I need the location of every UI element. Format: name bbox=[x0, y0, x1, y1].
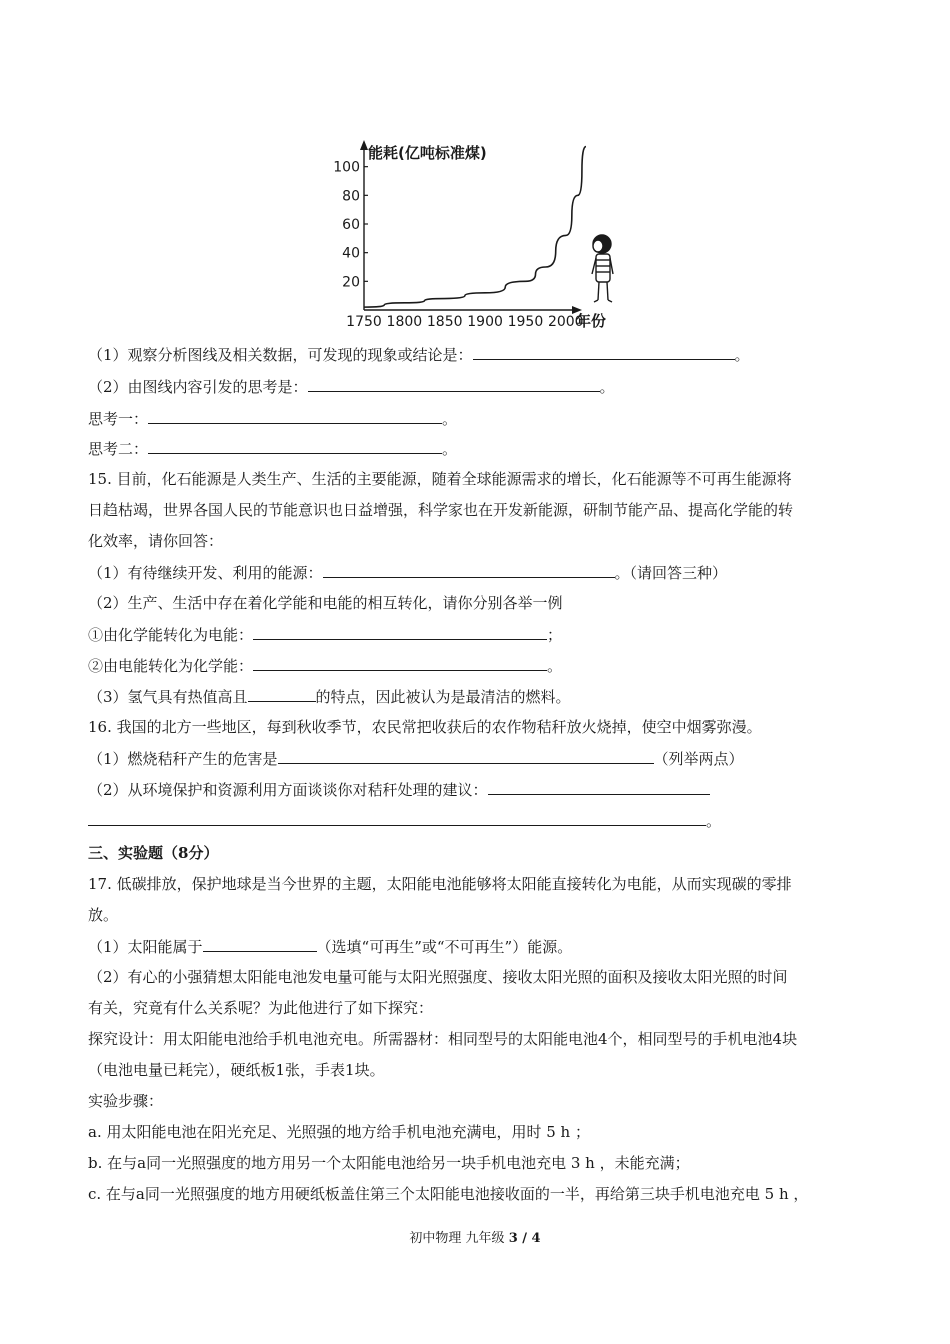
answer-blank[interactable] bbox=[488, 779, 710, 795]
answer-blank[interactable] bbox=[203, 936, 317, 952]
y-tick-label: 100 bbox=[333, 159, 360, 176]
y-tick-label: 40 bbox=[342, 245, 360, 262]
x-axis-ticks bbox=[346, 314, 583, 330]
section-3-title: 三、实验题（8分） bbox=[88, 844, 219, 862]
answer-blank[interactable] bbox=[148, 438, 442, 454]
q14-part2-text: （2）由图线内容引发的思考是： bbox=[88, 378, 308, 396]
q17-step-a: a. 用太阳能电池在阳光充足、光照强的地方给手机电池充满电，用时 5 h ； bbox=[88, 1123, 590, 1141]
y-tick-label: 60 bbox=[342, 217, 360, 233]
energy-curve bbox=[364, 147, 586, 308]
q17-design-line2: （电池电量已耗完），硬纸板1张，手表1块。 bbox=[88, 1061, 385, 1079]
semicolon: ； bbox=[547, 626, 563, 644]
q17-step-b: b. 在与a同一光照强度的地方用另一个太阳能电池给另一块手机电池充电 3 h ，未能充满； bbox=[88, 1154, 690, 1172]
q15-part2-a bbox=[88, 624, 562, 645]
x-tick-label: 1850 bbox=[426, 314, 463, 330]
answer-blank[interactable] bbox=[253, 624, 547, 640]
q17-step-c: c. 在与a同一光照强度的地方用硬纸板盖住第三个太阳能电池接收面的一半，再给第三块手机电池充电 5 h ， bbox=[88, 1185, 809, 1203]
period: 。 bbox=[734, 346, 750, 364]
q16-part2-cont bbox=[88, 810, 721, 831]
q16-part2-text: （2）从环境保护和资源利用方面谈谈你对秸秆处理的建议： bbox=[88, 781, 488, 799]
q17-part1-head: （1）太阳能属于 bbox=[88, 938, 203, 956]
q15-part3-tail: 的特点，因此被认为是最清洁的燃料。 bbox=[315, 688, 571, 706]
think2-label: 思考二： bbox=[88, 440, 149, 458]
q17-part2-line1: （2）有心的小强猜想太阳能电池发电量可能与太阳光照强度、接收太阳光照的面积及接收太阳光照的时间 bbox=[88, 968, 788, 986]
chart-axes bbox=[360, 140, 582, 314]
q15-part1 bbox=[88, 562, 727, 583]
q14-part2 bbox=[88, 376, 615, 397]
answer-blank[interactable] bbox=[148, 408, 442, 424]
q15-part1-text: （1）有待继续开发、利用的能源： bbox=[88, 564, 323, 582]
answer-blank[interactable] bbox=[473, 344, 735, 360]
answer-blank[interactable] bbox=[278, 748, 654, 764]
q17-stem-line1: 17. 低碳排放，保护地球是当今世界的主题，太阳能电池能够将太阳能直接转化为电能，从而实现碳的零排 bbox=[88, 875, 792, 893]
q16-part2 bbox=[88, 779, 710, 800]
period: 。 bbox=[442, 440, 458, 458]
x-tick-label: 2000 bbox=[547, 314, 584, 330]
q16-part1-text: （1）燃烧秸秆产生的危害是 bbox=[88, 750, 278, 768]
q15-stem-line1: 15. 目前，化石能源是人类生产、生活的主要能源，随着全球能源需求的增长，化石能源等不可再生能源将 bbox=[88, 470, 792, 488]
period: 。 bbox=[599, 378, 615, 396]
q16-part1-tail: （列举两点） bbox=[653, 750, 744, 768]
x-tick-label: 1950 bbox=[507, 314, 544, 330]
q14-part1-text: （1）观察分析图线及相关数据，可发现的现象或结论是： bbox=[88, 346, 473, 364]
answer-blank[interactable] bbox=[253, 655, 547, 671]
q16-part1 bbox=[88, 748, 744, 769]
q15-part3-head: （3）氢气具有热值高且 bbox=[88, 688, 248, 706]
x-tick-label: 1900 bbox=[467, 314, 503, 330]
y-axis-label: 能耗(亿吨标准煤) bbox=[368, 144, 487, 162]
q15-part1-tail: 。（请回答三种） bbox=[614, 564, 728, 582]
footer-text: 初中物理 九年级 bbox=[409, 1231, 509, 1246]
period: 。 bbox=[442, 410, 458, 428]
energy-consumption-chart bbox=[320, 128, 620, 333]
q15-b-text: ②由电能转化为化学能： bbox=[88, 657, 254, 675]
answer-blank[interactable] bbox=[248, 686, 316, 702]
boy-illustration bbox=[592, 235, 613, 302]
period: 。 bbox=[706, 812, 722, 830]
q14-think1 bbox=[88, 408, 457, 429]
q17-design-line1: 探究设计：用太阳能电池给手机电池充电。所需器材：相同型号的太阳能电池4个，相同型号的手机电池4块 bbox=[88, 1030, 798, 1048]
x-tick-label: 1800 bbox=[386, 314, 423, 330]
answer-blank[interactable] bbox=[88, 810, 706, 826]
y-axis-ticks bbox=[333, 160, 368, 291]
q15-part3 bbox=[88, 686, 571, 707]
answer-blank[interactable] bbox=[308, 376, 600, 392]
q14-think2 bbox=[88, 438, 457, 459]
answer-blank[interactable] bbox=[323, 562, 615, 578]
y-tick-label: 80 bbox=[342, 188, 360, 205]
q17-steps-title: 实验步骤： bbox=[88, 1092, 164, 1110]
page-number: 3 / 4 bbox=[508, 1231, 541, 1246]
x-tick-label: 1750 bbox=[346, 314, 382, 330]
q16-stem: 16. 我国的北方一些地区，每到秋收季节，农民常把收获后的农作物秸秆放火烧掉，使空中烟雾弥漫。 bbox=[88, 718, 762, 736]
q17-stem-line2: 放。 bbox=[88, 906, 119, 924]
period: 。 bbox=[547, 657, 563, 675]
y-axis-arrow bbox=[360, 140, 368, 150]
think1-label: 思考一： bbox=[88, 410, 149, 428]
q14-part1 bbox=[88, 344, 750, 365]
q17-part1-tail: （选填“可再生”或“不可再生”）能源。 bbox=[316, 938, 573, 956]
q15-part2-b bbox=[88, 655, 562, 676]
q15-stem-line2: 日趋枯竭，世界各国人民的节能意识也日益增强，科学家也在开发新能源，研制节能产品、提高化学能的转 bbox=[88, 501, 794, 519]
y-tick-label: 20 bbox=[342, 274, 360, 291]
page-footer bbox=[0, 1227, 950, 1246]
q17-part1 bbox=[88, 936, 572, 957]
q17-part2-line2: 有关，究竟有什么关系呢？为此他进行了如下探究： bbox=[88, 999, 434, 1017]
q15-a-text: ①由化学能转化为电能： bbox=[88, 626, 254, 644]
x-axis-label: 年份 bbox=[576, 312, 607, 330]
q15-part2: （2）生产、生活中存在着化学能和电能的相互转化，请你分别各举一例 bbox=[88, 594, 563, 612]
q15-stem-line3: 化效率，请你回答： bbox=[88, 532, 224, 550]
